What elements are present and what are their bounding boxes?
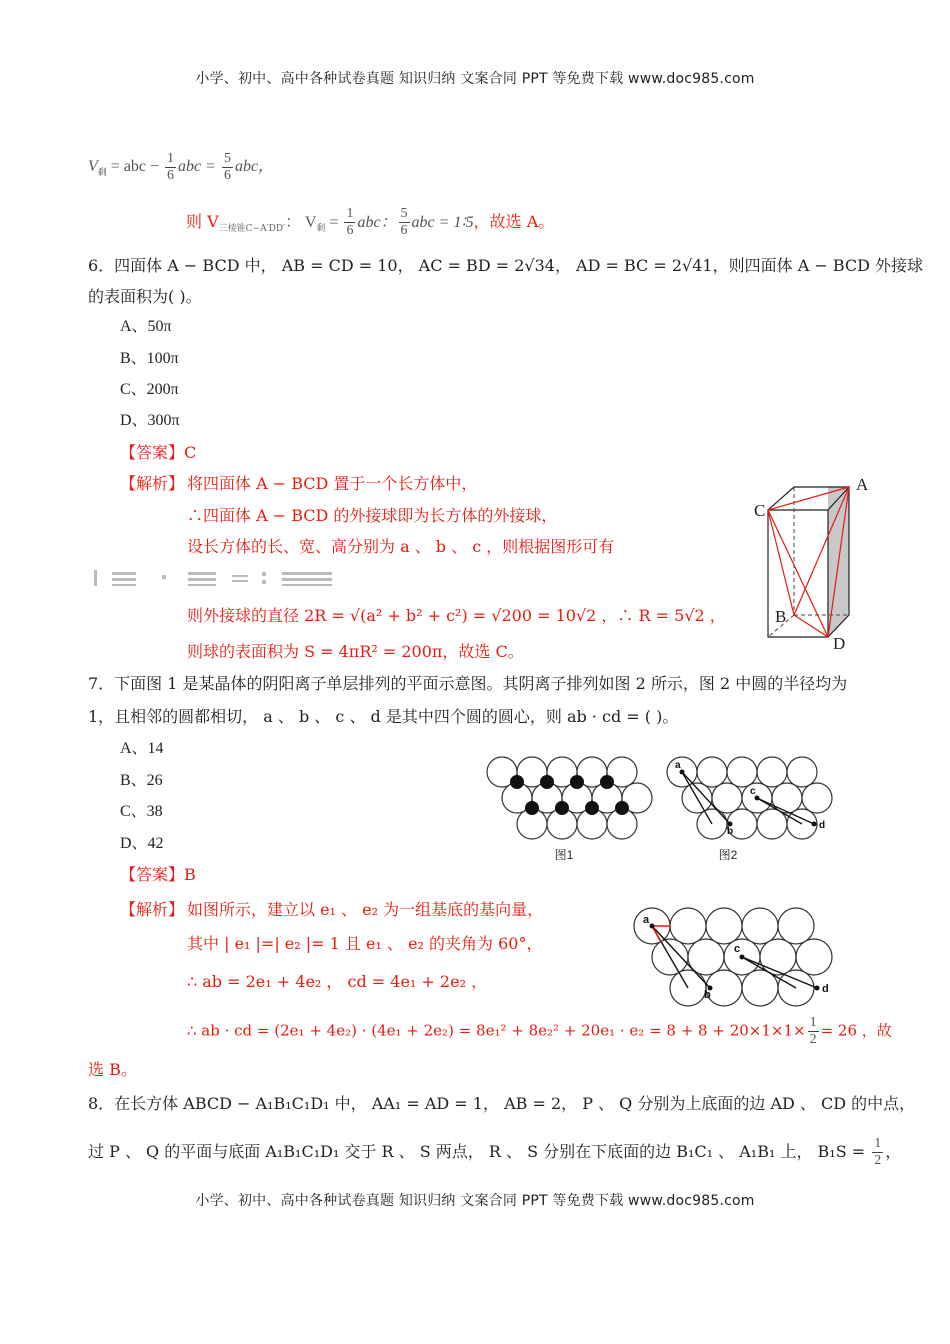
- q6-analysis-line-3: 设长方体的长、宽、高分别为 a 、 b 、 c ，则根据图形可有: [187, 537, 615, 556]
- q7-figure-1: [484, 752, 660, 862]
- q7-analysis-line-4: ∴ ab · cd = (2e₁ + 4e₂) · (4e₁ + 2e₂) = 8e₁² + 8e₂² + 20e₁ · e₂ = 8 + 8 + 20×1×1× $\frac{1}{2}$ = 26 ，故: [187, 1015, 892, 1047]
- q6-fig-label-d: D: [833, 634, 846, 653]
- q6-option-a: A、50π: [120, 318, 172, 335]
- q7-fig2-point-c: c: [750, 786, 756, 797]
- carry-line-1: $V_剩$ = abc − $\frac{1}{6}$ abc = $\frac{5}{6}$ abc，: [88, 151, 275, 183]
- q6-analysis-line-5: 则球的表面积为 S = 4πR² = 200π，故选 C。: [187, 642, 524, 661]
- q7-fig1-caption: 图1: [554, 848, 574, 862]
- q8-stem-1: 8．在长方体 ABCD − A₁B₁C₁D₁ 中， AA₁ = AD = 1， AB = 2， P 、 Q 分别为上底面的边 AD 、 CD 的中点，: [88, 1094, 916, 1113]
- page-header: 小学、初中、高中各种试卷真题 知识归纳 文案合同 PPT 等免费下载 www.doc985.com: [195, 71, 755, 87]
- q6-analysis-line-4: 则外接球的直径 2R = √(a² + b² + c²) = √200 = 10√2 ，∴ R = 5√2 ，: [187, 606, 726, 625]
- q7-analysis-point-d: d: [822, 983, 829, 995]
- q7-option-c: C、38: [120, 803, 163, 820]
- q6-option-d: D、300π: [120, 412, 180, 429]
- q6-analysis-line-2: ∴四面体 A − BCD 的外接球即为长方体的外接球，: [187, 506, 558, 525]
- q8-stem-2: 过 P 、 Q 的平面与底面 A₁B₁C₁D₁ 交于 R 、 S 两点， R 、 S 分别在下底面的边 B₁C₁ 、 A₁B₁ 上， B₁S = $\frac{1}{2}$ ，: [88, 1136, 902, 1168]
- q6-faded-equation: [92, 566, 342, 590]
- q6-option-c: C、200π: [120, 381, 179, 398]
- q6-analysis-tag: 【解析】: [120, 474, 185, 493]
- q6-answer: 【答案】C: [120, 443, 197, 462]
- q7-analysis-point-b: b: [704, 989, 711, 1001]
- q7-fig2-point-b: b: [727, 826, 734, 837]
- q7-option-b: B、26: [120, 772, 163, 789]
- q7-analysis-figure: [632, 904, 852, 1012]
- q7-analysis-point-a: a: [643, 914, 650, 926]
- q6-analysis-line-1: 将四面体 A − BCD 置于一个长方体中，: [187, 474, 478, 493]
- q7-stem-2: 1，且相邻的圆都相切， a 、 b 、 c 、 d 是其中四个圆的圆心，则 ab · cd = ( )。: [88, 707, 679, 726]
- q7-fig2-point-d: d: [819, 820, 826, 831]
- q7-option-a: A、14: [120, 740, 164, 757]
- q7-analysis-point-c: c: [734, 943, 741, 955]
- q6-fig-label-b: B: [775, 607, 787, 626]
- q7-option-d: D、42: [120, 835, 164, 852]
- q7-analysis-line-2: 其中 | e₁ |=| e₂ |= 1 且 e₁ 、 e₂ 的夹角为 60°，: [187, 934, 543, 953]
- carry-line-2: 则 $V_{三棱锥C-A'DD'}$： $V_剩$ = $\frac{1}{6}$ abc： $\frac{5}{6}$ abc = 1∶5，故选 A。: [186, 206, 555, 238]
- q7-stem-1: 7．下面图 1 是某晶体的阴阳离子单层排列的平面示意图。其阴离子排列如图 2 所示，图 2 中圆的半径均为: [88, 674, 848, 693]
- q7-analysis-line-3: ∴ ab = 2e₁ + 4e₂ ， cd = 4e₁ + 2e₂ ，: [187, 972, 488, 991]
- q7-fig2-point-a: a: [675, 760, 681, 771]
- q7-analysis-line-1: 如图所示，建立以 e₁ 、 e₂ 为一组基底的基向量，: [187, 900, 544, 919]
- q6-stem-2: 的表面积为( )。: [88, 287, 202, 306]
- q7-analysis-tag: 【解析】: [120, 900, 185, 919]
- q6-option-b: B、100π: [120, 350, 179, 367]
- page-footer: 小学、初中、高中各种试卷真题 知识归纳 文案合同 PPT 等免费下载 www.doc985.com: [195, 1193, 755, 1209]
- q6-box-figure: [748, 472, 878, 652]
- q6-fig-label-a: A: [856, 475, 869, 494]
- q6-fig-label-c: C: [754, 501, 766, 520]
- q7-answer: 【答案】B: [120, 865, 196, 884]
- q6-stem-1: 6．四面体 A − BCD 中， AB = CD = 10， AC = BD = 2√34， AD = BC = 2√41，则四面体 A − BCD 外接球: [88, 256, 924, 275]
- q7-analysis-line-5: 选 B。: [88, 1060, 137, 1079]
- q7-figure-2: [664, 752, 840, 862]
- q7-fig2-caption: 图2: [718, 848, 738, 862]
